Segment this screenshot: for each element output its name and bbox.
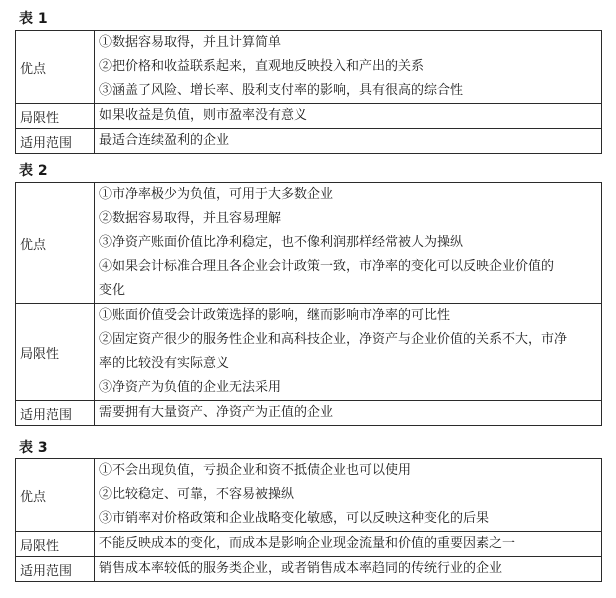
table-1 — [15, 30, 602, 154]
row-label-advantages: 优点 — [16, 183, 95, 304]
content-line: ②数据容易取得，并且容易理解 — [99, 211, 282, 226]
table-2 — [15, 182, 602, 426]
table-row — [16, 31, 602, 104]
row-label-scope: 适用范围 — [16, 129, 95, 154]
row-content-advantages — [95, 183, 602, 304]
row-content-limitations — [95, 104, 602, 129]
table-row — [16, 532, 602, 557]
row-label-limitations: 局限性 — [16, 304, 95, 401]
table-1-title: 表 1 — [19, 11, 48, 27]
table-2-title: 表 2 — [19, 163, 48, 179]
content-line: ③涵盖了风险、增长率、股利支付率的影响，具有很高的综合性 — [99, 83, 464, 98]
table-row — [16, 459, 602, 532]
content-line: ①数据容易取得，并且计算简单 — [99, 35, 282, 50]
row-content-limitations — [95, 304, 602, 401]
row-label-advantages: 优点 — [16, 459, 95, 532]
content-line: 不能反映成本的变化，而成本是影响企业现金流量和价值的重要因素之一 — [99, 536, 516, 551]
table-row — [16, 401, 602, 426]
content-line: ②固定资产很少的服务性企业和高科技企业，净资产与企业价值的关系不大，市净 — [99, 332, 568, 347]
content-line: ③净资产为负值的企业无法采用 — [99, 380, 282, 395]
table-row — [16, 129, 602, 154]
row-label-advantages: 优点 — [16, 31, 95, 104]
content-line: 最适合连续盈利的企业 — [99, 133, 230, 148]
table-3 — [15, 458, 602, 582]
row-content-advantages — [95, 459, 602, 532]
table-3-title: 表 3 — [19, 440, 48, 456]
content-line: 销售成本率较低的服务类企业，或者销售成本率趋同的传统行业的企业 — [99, 561, 503, 576]
row-label-limitations: 局限性 — [16, 532, 95, 557]
content-line: ④如果会计标准合理且各企业会计政策一致，市净率的变化可以反映企业价值的 — [99, 259, 555, 274]
row-content-limitations — [95, 532, 602, 557]
row-label-limitations: 局限性 — [16, 104, 95, 129]
row-label-scope: 适用范围 — [16, 401, 95, 426]
row-content-scope — [95, 129, 602, 154]
row-content-scope — [95, 557, 602, 582]
content-line: ②比较稳定、可靠，不容易被操纵 — [99, 487, 295, 502]
content-line: 变化 — [99, 283, 126, 298]
content-line: ①账面价值受会计政策选择的影响，继而影响市净率的可比性 — [99, 308, 451, 323]
content-line: ②把价格和收益联系起来，直观地反映投入和产出的关系 — [99, 59, 425, 74]
row-content-scope — [95, 401, 602, 426]
content-line: ①市净率极少为负值，可用于大多数企业 — [99, 187, 334, 202]
table-row — [16, 304, 602, 401]
content-line: ③净资产账面价值比净利稳定，也不像利润那样经常被人为操纵 — [99, 235, 464, 250]
row-label-scope: 适用范围 — [16, 557, 95, 582]
content-line: 率的比较没有实际意义 — [99, 356, 230, 371]
content-line: ③市销率对价格政策和企业战略变化敏感，可以反映这种变化的后果 — [99, 511, 490, 526]
row-content-advantages — [95, 31, 602, 104]
table-row — [16, 104, 602, 129]
content-line: ①不会出现负值，亏损企业和资不抵债企业也可以使用 — [99, 463, 412, 478]
content-line: 需要拥有大量资产、净资产为正值的企业 — [99, 405, 334, 420]
table-row — [16, 557, 602, 582]
content-line: 如果收益是负值，则市盈率没有意义 — [99, 108, 308, 123]
table-row — [16, 183, 602, 304]
